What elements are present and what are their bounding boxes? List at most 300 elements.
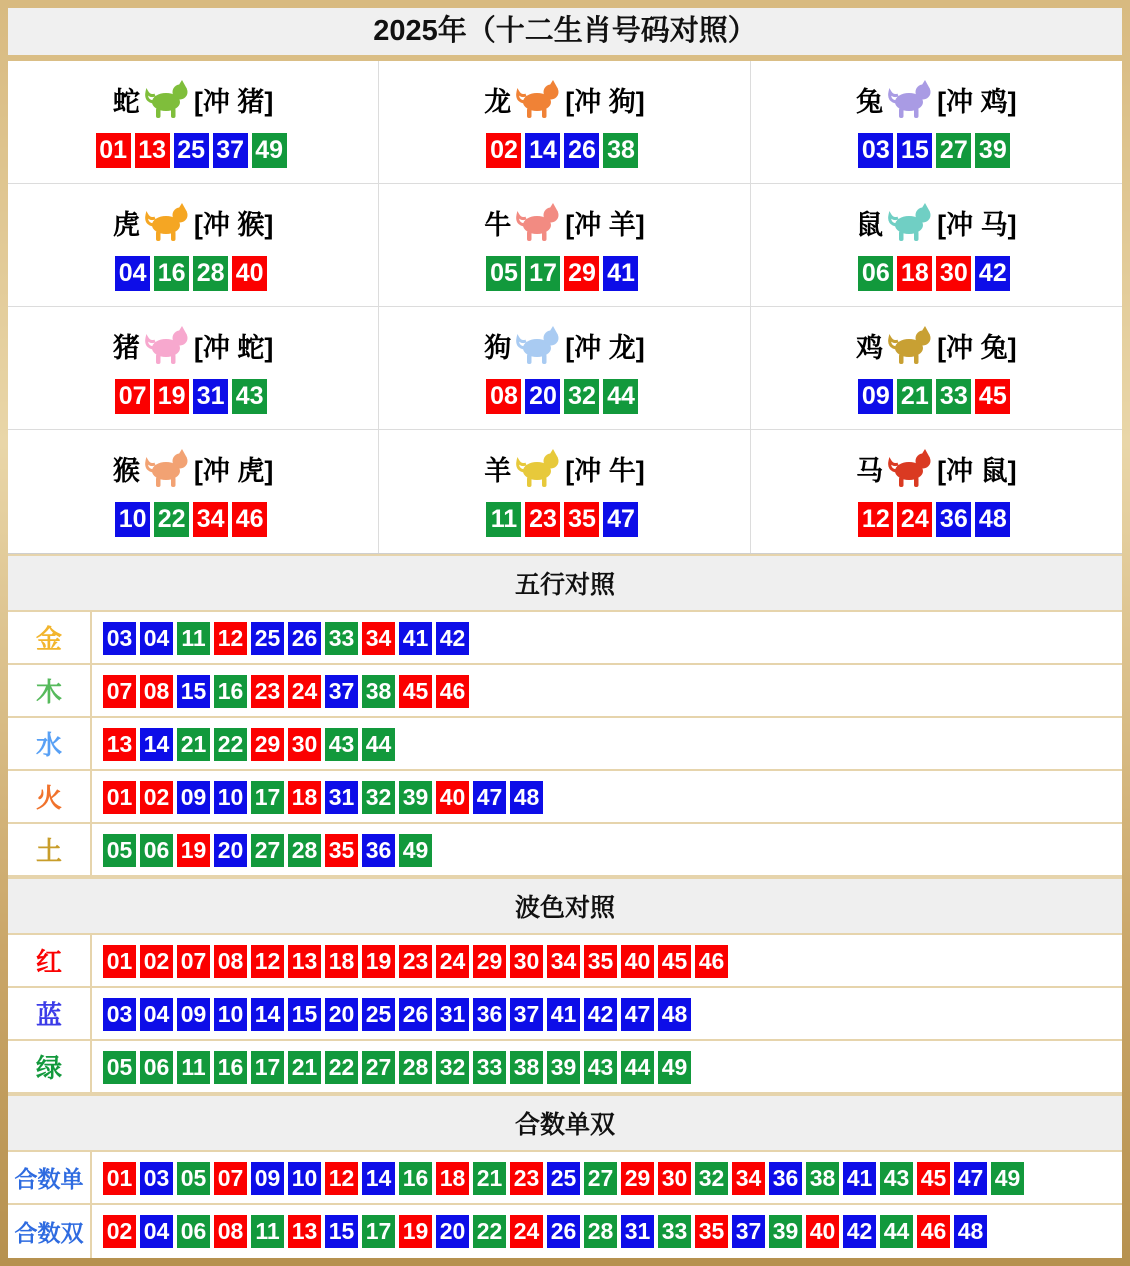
number-ball: 36 <box>362 834 395 867</box>
number-ball: 33 <box>325 622 358 655</box>
number-ball: 48 <box>975 502 1010 537</box>
zodiac-cell-snake <box>8 61 379 184</box>
number-ball: 25 <box>251 622 284 655</box>
number-ball: 31 <box>436 998 469 1031</box>
zodiac-cell-rooster <box>751 307 1122 430</box>
number-ball: 25 <box>174 133 209 168</box>
number-ball: 01 <box>103 781 136 814</box>
zodiac-numbers <box>8 379 378 414</box>
number-ball: 17 <box>525 256 560 291</box>
table-row-green <box>8 1041 1122 1094</box>
zodiac-numbers <box>8 502 378 537</box>
number-ball: 11 <box>486 502 521 537</box>
number-ball: 09 <box>858 379 893 414</box>
row-label-water: 水 <box>8 718 92 769</box>
zodiac-numbers <box>751 256 1122 291</box>
number-ball: 29 <box>251 728 284 761</box>
number-ball: 46 <box>917 1215 950 1248</box>
zodiac-title <box>379 317 749 373</box>
rat-icon <box>887 201 933 243</box>
zodiac-clash-label: [冲 蛇] <box>193 332 274 363</box>
number-ball: 11 <box>177 1051 210 1084</box>
number-ball: 41 <box>547 998 580 1031</box>
number-ball: 43 <box>325 728 358 761</box>
zodiac-numbers <box>8 133 378 168</box>
number-ball: 45 <box>975 379 1010 414</box>
zodiac-clash-label: [冲 龙] <box>565 332 645 363</box>
number-ball: 18 <box>325 945 358 978</box>
number-ball: 38 <box>603 133 638 168</box>
number-ball: 40 <box>232 256 267 291</box>
number-ball: 06 <box>140 834 173 867</box>
number-ball: 15 <box>288 998 321 1031</box>
monkey-icon <box>144 447 190 489</box>
number-ball: 28 <box>288 834 321 867</box>
zodiac-name: 马 <box>856 455 884 486</box>
number-ball: 02 <box>140 945 173 978</box>
zodiac-title <box>8 440 378 496</box>
number-ball: 23 <box>510 1162 543 1195</box>
number-ball: 09 <box>177 998 210 1031</box>
number-ball: 05 <box>486 256 521 291</box>
number-ball: 30 <box>510 945 543 978</box>
number-ball: 09 <box>177 781 210 814</box>
zodiac-cell-monkey <box>8 430 379 553</box>
number-ball: 25 <box>547 1162 580 1195</box>
zodiac-name: 龙 <box>484 86 512 117</box>
dog-icon <box>515 324 561 366</box>
number-ball: 08 <box>214 1215 247 1248</box>
number-ball: 22 <box>473 1215 506 1248</box>
number-ball: 01 <box>96 133 131 168</box>
number-ball: 13 <box>288 945 321 978</box>
number-ball: 32 <box>564 379 599 414</box>
zodiac-clash-label: [冲 猴] <box>193 209 274 240</box>
number-ball: 33 <box>473 1051 506 1084</box>
row-label-green: 绿 <box>8 1041 92 1092</box>
zodiac-numbers <box>379 256 749 291</box>
number-ball: 19 <box>362 945 395 978</box>
number-ball: 08 <box>486 379 521 414</box>
zodiac-name: 鸡 <box>856 332 884 363</box>
number-ball: 39 <box>399 781 432 814</box>
row-numbers <box>92 1152 1122 1203</box>
number-ball: 48 <box>510 781 543 814</box>
number-ball: 38 <box>806 1162 839 1195</box>
zodiac-numbers <box>751 133 1122 168</box>
number-ball: 08 <box>140 675 173 708</box>
row-numbers <box>92 1205 1122 1258</box>
number-ball: 04 <box>140 622 173 655</box>
number-ball: 03 <box>858 133 893 168</box>
zodiac-name: 蛇 <box>112 86 140 117</box>
number-ball: 26 <box>564 133 599 168</box>
number-ball: 40 <box>436 781 469 814</box>
number-ball: 31 <box>325 781 358 814</box>
zodiac-clash-label: [冲 虎] <box>193 455 274 486</box>
number-ball: 26 <box>547 1215 580 1248</box>
number-ball: 21 <box>897 379 932 414</box>
number-ball: 28 <box>399 1051 432 1084</box>
number-ball: 28 <box>193 256 228 291</box>
number-ball: 49 <box>991 1162 1024 1195</box>
number-ball: 05 <box>103 834 136 867</box>
number-ball: 26 <box>288 622 321 655</box>
number-ball: 12 <box>325 1162 358 1195</box>
zodiac-name: 虎 <box>112 209 140 240</box>
rabbit-icon <box>887 78 933 120</box>
number-ball: 04 <box>140 1215 173 1248</box>
table-row-fire <box>8 771 1122 824</box>
number-ball: 44 <box>621 1051 654 1084</box>
zodiac-clash-label: [冲 狗] <box>565 86 645 117</box>
number-ball: 22 <box>214 728 247 761</box>
zodiac-cell-goat <box>379 430 750 553</box>
number-ball: 35 <box>695 1215 728 1248</box>
ox-icon <box>515 201 561 243</box>
number-ball: 37 <box>325 675 358 708</box>
zodiac-name: 狗 <box>484 332 512 363</box>
number-ball: 18 <box>288 781 321 814</box>
number-ball: 34 <box>193 502 228 537</box>
zodiac-numbers <box>751 502 1122 537</box>
number-ball: 27 <box>362 1051 395 1084</box>
number-ball: 06 <box>858 256 893 291</box>
number-ball: 16 <box>399 1162 432 1195</box>
number-ball: 45 <box>658 945 691 978</box>
number-ball: 13 <box>103 728 136 761</box>
row-label-red: 红 <box>8 935 92 986</box>
row-label-wood: 木 <box>8 665 92 716</box>
number-ball: 33 <box>658 1215 691 1248</box>
zodiac-numbers <box>751 379 1122 414</box>
row-numbers <box>92 824 1122 875</box>
number-ball: 24 <box>510 1215 543 1248</box>
number-ball: 21 <box>177 728 210 761</box>
number-ball: 39 <box>975 133 1010 168</box>
number-ball: 34 <box>732 1162 765 1195</box>
zodiac-clash-label: [冲 羊] <box>565 209 645 240</box>
dragon-icon <box>515 78 561 120</box>
zodiac-cell-ox <box>379 184 750 307</box>
number-ball: 07 <box>103 675 136 708</box>
number-ball: 31 <box>621 1215 654 1248</box>
number-ball: 15 <box>177 675 210 708</box>
row-numbers <box>92 988 1122 1039</box>
number-ball: 32 <box>695 1162 728 1195</box>
number-ball: 11 <box>177 622 210 655</box>
table-row-earth <box>8 824 1122 877</box>
number-ball: 27 <box>251 834 284 867</box>
zodiac-title <box>379 440 749 496</box>
zodiac-clash-label: [冲 牛] <box>565 455 645 486</box>
number-ball: 39 <box>547 1051 580 1084</box>
number-ball: 44 <box>362 728 395 761</box>
number-ball: 45 <box>399 675 432 708</box>
number-ball: 38 <box>510 1051 543 1084</box>
zodiac-title <box>379 71 749 127</box>
number-ball: 37 <box>510 998 543 1031</box>
number-ball: 10 <box>288 1162 321 1195</box>
page-content <box>8 61 1122 1258</box>
number-ball: 42 <box>436 622 469 655</box>
zodiac-numbers <box>379 379 749 414</box>
number-ball: 32 <box>436 1051 469 1084</box>
zodiac-name: 鼠 <box>856 209 884 240</box>
section-header-heshu: 合数单双 <box>8 1094 1122 1152</box>
zodiac-name: 猪 <box>112 332 140 363</box>
row-label-gold: 金 <box>8 612 92 663</box>
number-ball: 37 <box>732 1215 765 1248</box>
number-ball: 46 <box>232 502 267 537</box>
zodiac-title <box>8 194 378 250</box>
number-ball: 49 <box>252 133 287 168</box>
zodiac-title <box>8 317 378 373</box>
number-ball: 29 <box>564 256 599 291</box>
number-ball: 41 <box>399 622 432 655</box>
number-ball: 36 <box>769 1162 802 1195</box>
number-ball: 27 <box>584 1162 617 1195</box>
table-row-sum-even <box>8 1205 1122 1258</box>
zodiac-title <box>8 71 378 127</box>
number-ball: 03 <box>140 1162 173 1195</box>
number-ball: 41 <box>843 1162 876 1195</box>
page-title: 2025年（十二生肖号码对照） <box>8 8 1122 55</box>
number-ball: 05 <box>177 1162 210 1195</box>
zodiac-grid <box>8 61 1122 554</box>
snake-icon <box>144 78 190 120</box>
number-ball: 10 <box>214 781 247 814</box>
number-ball: 17 <box>362 1215 395 1248</box>
number-ball: 40 <box>806 1215 839 1248</box>
row-numbers <box>92 718 1122 769</box>
number-ball: 34 <box>362 622 395 655</box>
number-ball: 49 <box>658 1051 691 1084</box>
number-ball: 49 <box>399 834 432 867</box>
number-ball: 03 <box>103 622 136 655</box>
number-ball: 10 <box>115 502 150 537</box>
row-label-sum-odd: 合数单 <box>8 1152 92 1203</box>
number-ball: 11 <box>251 1215 284 1248</box>
zodiac-clash-label: [冲 猪] <box>193 86 274 117</box>
number-ball: 23 <box>525 502 560 537</box>
zodiac-cell-dragon <box>379 61 750 184</box>
tiger-icon <box>144 201 190 243</box>
zodiac-title <box>751 440 1122 496</box>
number-ball: 30 <box>936 256 971 291</box>
number-ball: 47 <box>603 502 638 537</box>
zodiac-cell-rabbit <box>751 61 1122 184</box>
zodiac-cell-pig <box>8 307 379 430</box>
row-numbers <box>92 935 1122 986</box>
number-ball: 24 <box>897 502 932 537</box>
table-row-red <box>8 935 1122 988</box>
zodiac-cell-rat <box>751 184 1122 307</box>
zodiac-cell-horse <box>751 430 1122 553</box>
table-row-blue <box>8 988 1122 1041</box>
number-ball: 48 <box>954 1215 987 1248</box>
number-ball: 17 <box>251 781 284 814</box>
number-ball: 19 <box>177 834 210 867</box>
zodiac-clash-label: [冲 鸡] <box>937 86 1017 117</box>
number-ball: 44 <box>880 1215 913 1248</box>
zodiac-numbers <box>8 256 378 291</box>
row-label-sum-even: 合数双 <box>8 1205 92 1258</box>
number-ball: 43 <box>584 1051 617 1084</box>
zodiac-numbers <box>379 133 749 168</box>
number-ball: 29 <box>473 945 506 978</box>
number-ball: 14 <box>140 728 173 761</box>
number-ball: 41 <box>603 256 638 291</box>
number-ball: 24 <box>436 945 469 978</box>
number-ball: 30 <box>658 1162 691 1195</box>
number-ball: 10 <box>214 998 247 1031</box>
number-ball: 01 <box>103 1162 136 1195</box>
goat-icon <box>515 447 561 489</box>
row-label-fire: 火 <box>8 771 92 822</box>
zodiac-clash-label: [冲 马] <box>937 209 1017 240</box>
number-ball: 46 <box>695 945 728 978</box>
number-ball: 47 <box>621 998 654 1031</box>
zodiac-clash-label: [冲 鼠] <box>937 455 1017 486</box>
zodiac-numbers <box>379 502 749 537</box>
number-ball: 06 <box>177 1215 210 1248</box>
number-ball: 44 <box>603 379 638 414</box>
number-ball: 23 <box>399 945 432 978</box>
row-numbers <box>92 612 1122 663</box>
number-ball: 20 <box>436 1215 469 1248</box>
table-row-wood <box>8 665 1122 718</box>
zodiac-title <box>751 194 1122 250</box>
number-ball: 40 <box>621 945 654 978</box>
number-ball: 14 <box>525 133 560 168</box>
zodiac-clash-label: [冲 兔] <box>937 332 1017 363</box>
number-ball: 05 <box>103 1051 136 1084</box>
number-ball: 03 <box>103 998 136 1031</box>
row-numbers <box>92 665 1122 716</box>
number-ball: 04 <box>140 998 173 1031</box>
number-ball: 35 <box>584 945 617 978</box>
pig-icon <box>144 324 190 366</box>
section-header-bose: 波色对照 <box>8 877 1122 935</box>
number-ball: 35 <box>325 834 358 867</box>
number-ball: 13 <box>135 133 170 168</box>
number-ball: 20 <box>525 379 560 414</box>
number-ball: 24 <box>288 675 321 708</box>
table-row-gold <box>8 612 1122 665</box>
number-ball: 07 <box>115 379 150 414</box>
row-label-blue: 蓝 <box>8 988 92 1039</box>
table-row-sum-odd <box>8 1152 1122 1205</box>
row-numbers <box>92 1041 1122 1092</box>
rooster-icon <box>887 324 933 366</box>
number-ball: 20 <box>214 834 247 867</box>
row-numbers <box>92 771 1122 822</box>
number-ball: 15 <box>897 133 932 168</box>
horse-icon <box>887 447 933 489</box>
table-row-water <box>8 718 1122 771</box>
number-ball: 42 <box>584 998 617 1031</box>
number-ball: 19 <box>154 379 189 414</box>
number-ball: 47 <box>954 1162 987 1195</box>
number-ball: 29 <box>621 1162 654 1195</box>
number-ball: 12 <box>251 945 284 978</box>
number-ball: 42 <box>975 256 1010 291</box>
zodiac-name: 羊 <box>484 455 512 486</box>
number-ball: 18 <box>897 256 932 291</box>
number-ball: 07 <box>177 945 210 978</box>
number-ball: 22 <box>325 1051 358 1084</box>
number-ball: 33 <box>936 379 971 414</box>
number-ball: 27 <box>936 133 971 168</box>
zodiac-cell-tiger <box>8 184 379 307</box>
number-ball: 18 <box>436 1162 469 1195</box>
number-ball: 02 <box>103 1215 136 1248</box>
number-ball: 35 <box>564 502 599 537</box>
number-ball: 02 <box>486 133 521 168</box>
number-ball: 46 <box>436 675 469 708</box>
number-ball: 04 <box>115 256 150 291</box>
sections-container <box>8 554 1122 1258</box>
number-ball: 14 <box>251 998 284 1031</box>
number-ball: 39 <box>769 1215 802 1248</box>
number-ball: 32 <box>362 781 395 814</box>
number-ball: 38 <box>362 675 395 708</box>
number-ball: 37 <box>213 133 248 168</box>
zodiac-name: 牛 <box>484 209 512 240</box>
number-ball: 26 <box>399 998 432 1031</box>
number-ball: 34 <box>547 945 580 978</box>
number-ball: 48 <box>658 998 691 1031</box>
number-ball: 42 <box>843 1215 876 1248</box>
number-ball: 31 <box>193 379 228 414</box>
zodiac-name: 猴 <box>112 455 140 486</box>
number-ball: 19 <box>399 1215 432 1248</box>
zodiac-cell-dog <box>379 307 750 430</box>
number-ball: 28 <box>584 1215 617 1248</box>
number-ball: 07 <box>214 1162 247 1195</box>
number-ball: 30 <box>288 728 321 761</box>
number-ball: 21 <box>473 1162 506 1195</box>
section-header-wuxing: 五行对照 <box>8 554 1122 612</box>
number-ball: 47 <box>473 781 506 814</box>
zodiac-name: 兔 <box>856 86 884 117</box>
number-ball: 02 <box>140 781 173 814</box>
number-ball: 20 <box>325 998 358 1031</box>
number-ball: 09 <box>251 1162 284 1195</box>
number-ball: 21 <box>288 1051 321 1084</box>
zodiac-title <box>751 317 1122 373</box>
number-ball: 23 <box>251 675 284 708</box>
number-ball: 43 <box>880 1162 913 1195</box>
number-ball: 16 <box>214 1051 247 1084</box>
number-ball: 22 <box>154 502 189 537</box>
number-ball: 17 <box>251 1051 284 1084</box>
number-ball: 13 <box>288 1215 321 1248</box>
number-ball: 08 <box>214 945 247 978</box>
number-ball: 12 <box>214 622 247 655</box>
number-ball: 36 <box>473 998 506 1031</box>
row-label-earth: 土 <box>8 824 92 875</box>
number-ball: 15 <box>325 1215 358 1248</box>
number-ball: 45 <box>917 1162 950 1195</box>
number-ball: 25 <box>362 998 395 1031</box>
number-ball: 43 <box>232 379 267 414</box>
number-ball: 06 <box>140 1051 173 1084</box>
number-ball: 14 <box>362 1162 395 1195</box>
number-ball: 36 <box>936 502 971 537</box>
number-ball: 12 <box>858 502 893 537</box>
